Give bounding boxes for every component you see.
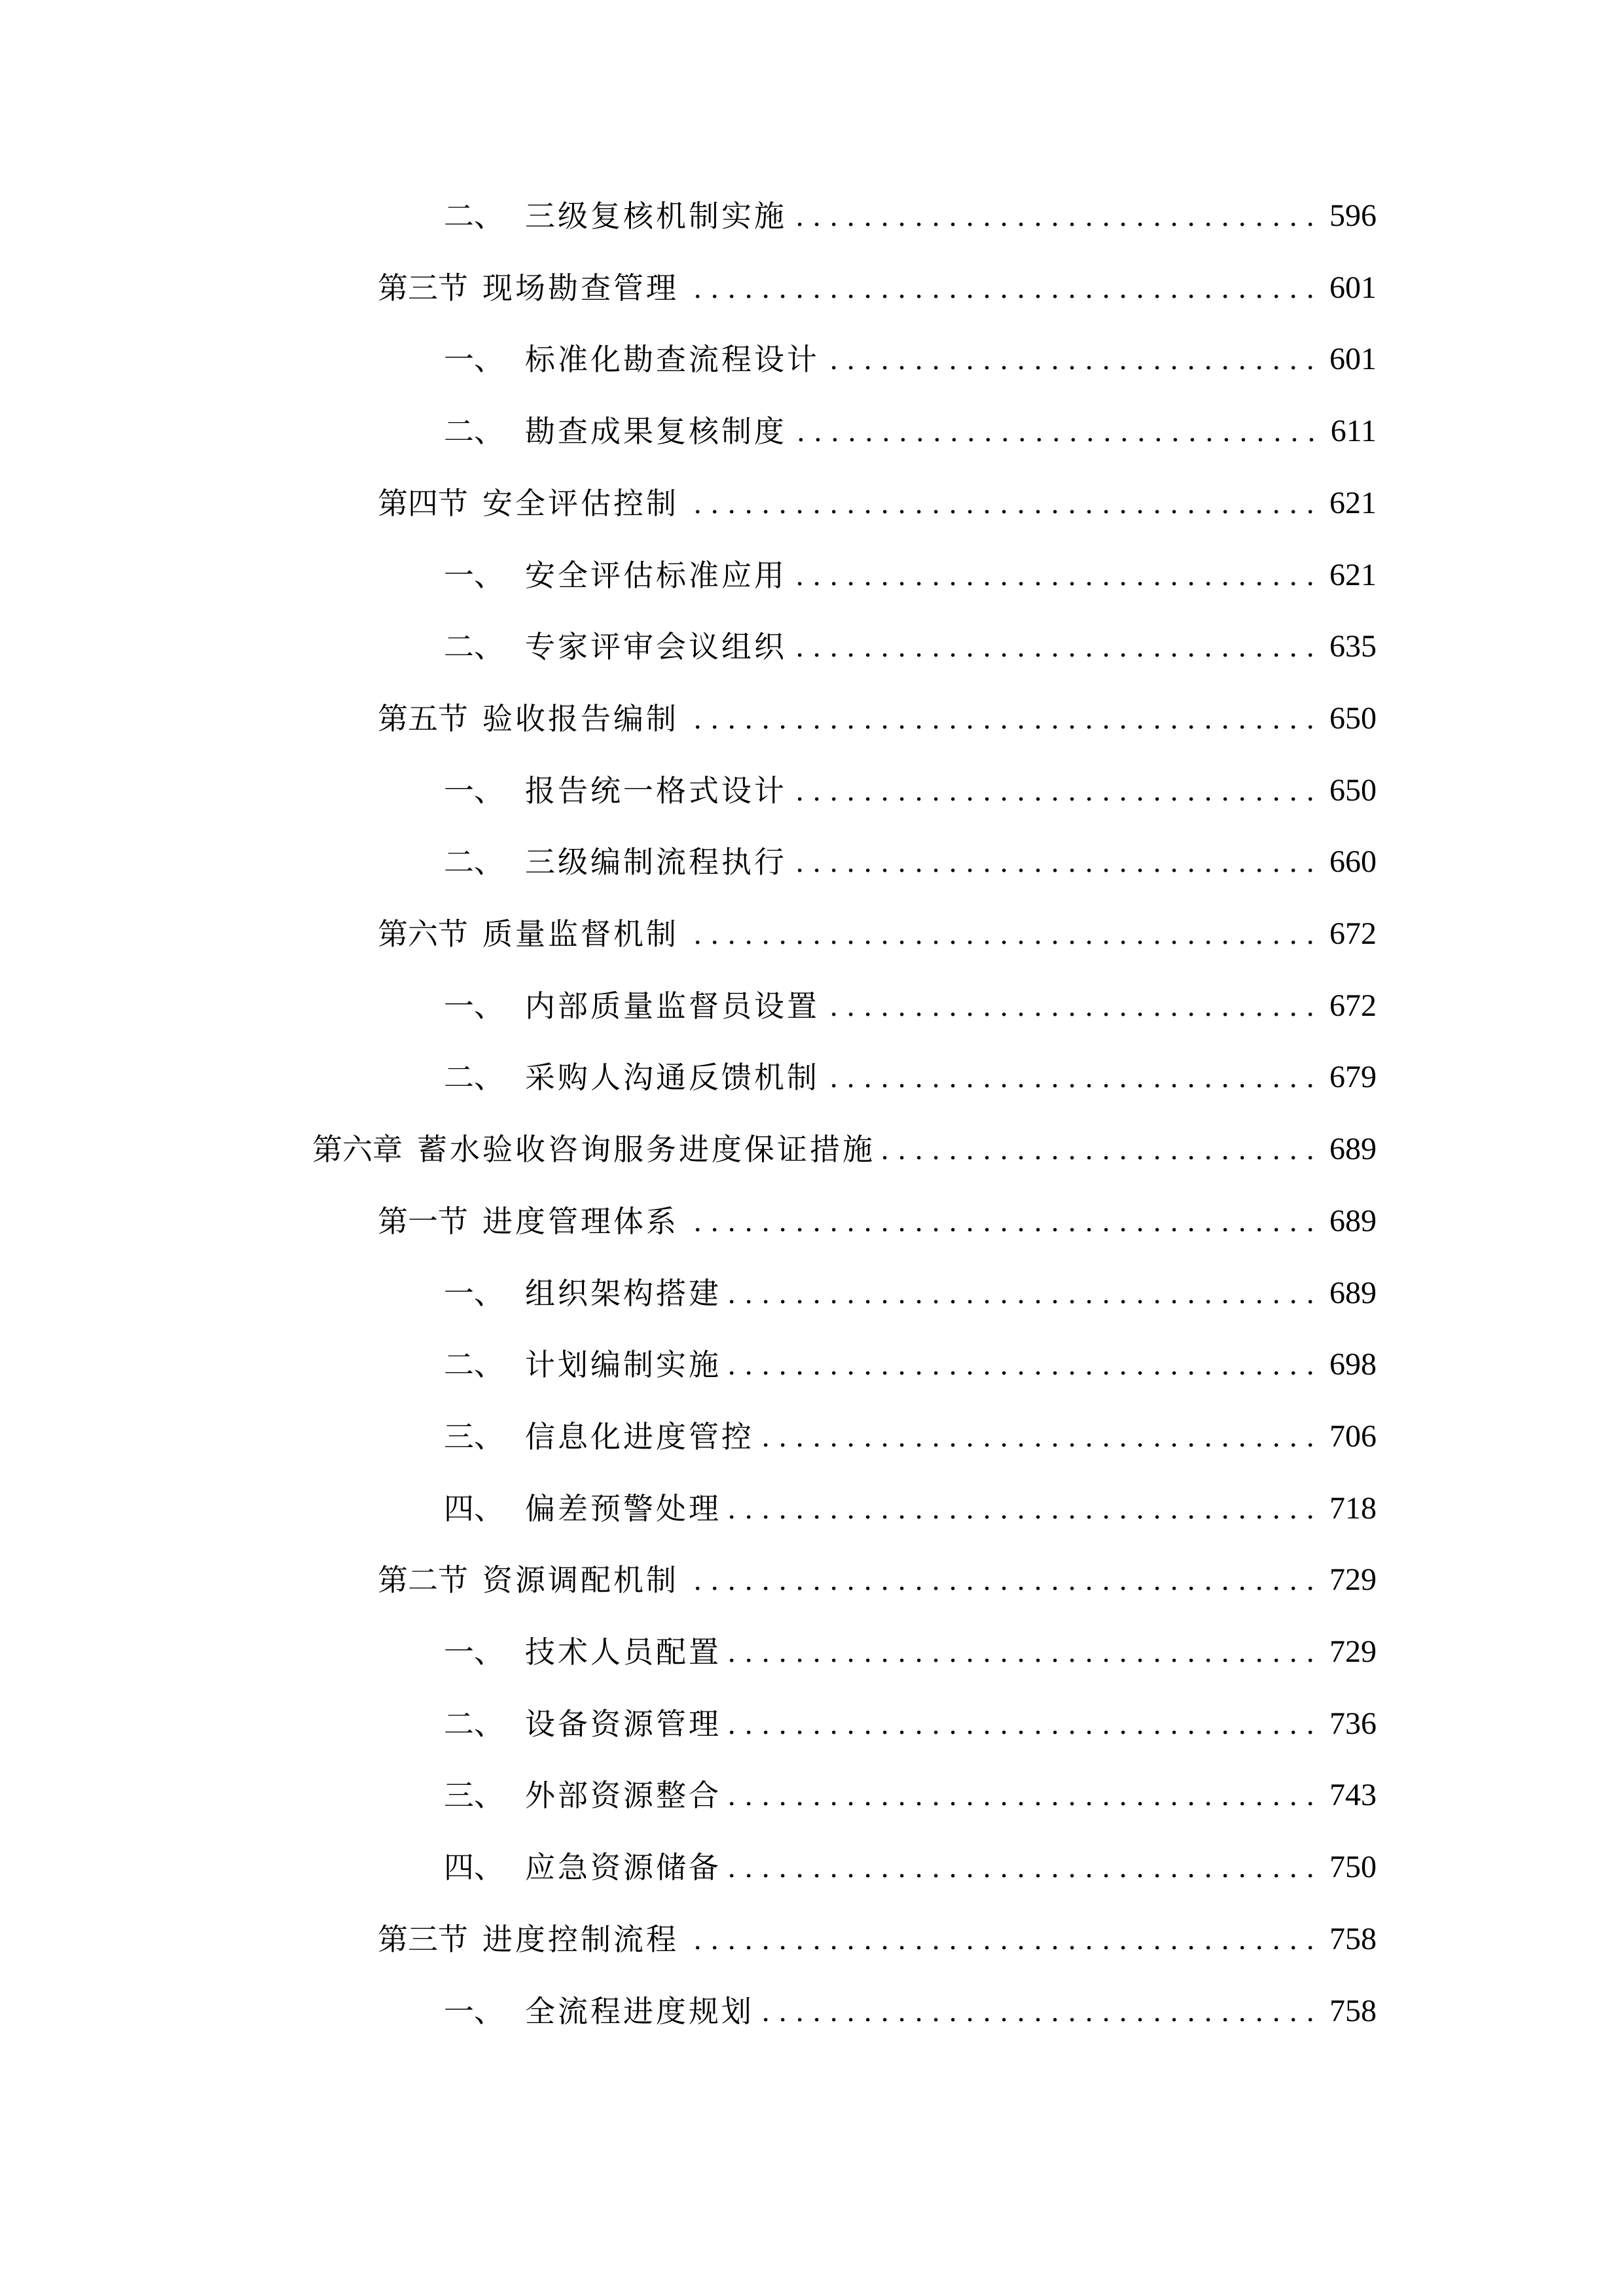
toc-entry-number: 二、 (444, 1347, 504, 1383)
toc-entry-page: 650 (1329, 772, 1377, 808)
toc-entry-page: 635 (1329, 629, 1377, 664)
toc-entry[interactable] (378, 914, 1377, 954)
dot-leader (727, 1632, 1315, 1672)
dot-leader (792, 627, 1315, 666)
toc-entry[interactable] (378, 1202, 1377, 1241)
toc-entry[interactable] (444, 1058, 1377, 1097)
toc-entry[interactable] (444, 1345, 1377, 1384)
toc-entry-number: 一、 (444, 557, 504, 593)
dot-leader (727, 1274, 1315, 1313)
toc-entry-number: 二、 (444, 1060, 504, 1096)
toc-entry-number: 第二节 (378, 1562, 468, 1598)
toc-entry[interactable] (444, 1992, 1377, 2031)
toc-entry-page: 672 (1329, 988, 1377, 1023)
toc-entry-page: 689 (1329, 1275, 1377, 1310)
toc-entry-title: 技术人员配置 (525, 1634, 721, 1670)
toc-entry-title: 偏差预警处理 (525, 1490, 721, 1526)
toc-entry-title: 信息化进度管控 (525, 1418, 754, 1454)
toc-entry[interactable] (378, 484, 1377, 523)
dot-leader (825, 1058, 1315, 1097)
toc-entry-page: 698 (1329, 1347, 1377, 1382)
toc-entry-number: 二、 (444, 414, 504, 450)
toc-entry-page: 736 (1329, 1706, 1377, 1741)
toc-entry[interactable] (444, 1776, 1377, 1815)
toc-entry-page: 672 (1329, 916, 1377, 951)
toc-entry-title: 勘查成果复核制度 (525, 414, 787, 450)
toc-entry-number: 一、 (444, 1634, 504, 1670)
toc-entry-number: 一、 (444, 988, 504, 1024)
toc-entry-number: 一、 (444, 1993, 504, 2029)
toc-entry-number: 四、 (444, 1850, 504, 1886)
toc-entry[interactable] (444, 842, 1377, 882)
dot-leader (684, 1202, 1315, 1241)
toc-entry-number: 第三节 (378, 270, 468, 306)
dot-leader (792, 196, 1315, 236)
toc-entry-title: 验收报告编制 (482, 700, 679, 736)
toc-entry-page: 621 (1329, 485, 1377, 520)
toc-entry-number: 一、 (444, 342, 504, 378)
toc-entry-title: 进度控制流程 (482, 1921, 679, 1957)
toc-entry-title: 安全评估控制 (482, 485, 679, 521)
toc-entry-number: 二、 (444, 198, 504, 234)
dot-leader (727, 1345, 1315, 1384)
toc-entry-number: 第六节 (378, 916, 468, 952)
toc-entry-page: 758 (1329, 1921, 1377, 1956)
toc-entry[interactable] (444, 1848, 1377, 1887)
toc-entry-page: 718 (1329, 1490, 1377, 1526)
toc-entry-page: 729 (1329, 1562, 1377, 1598)
toc-entry[interactable] (444, 1632, 1377, 1672)
toc-entry-number: 二、 (444, 629, 504, 665)
toc-entry-title: 进度管理体系 (482, 1203, 679, 1239)
toc-entry[interactable] (378, 699, 1377, 738)
toc-entry[interactable] (378, 1920, 1377, 1959)
toc-entry-page: 729 (1329, 1634, 1377, 1669)
toc-entry[interactable] (444, 1417, 1377, 1456)
toc-entry-page: 689 (1329, 1203, 1377, 1238)
toc-entry[interactable] (444, 412, 1377, 451)
dot-leader (727, 1489, 1315, 1528)
dot-leader (727, 1704, 1315, 1744)
toc-entry-title: 应急资源储备 (525, 1850, 721, 1886)
toc-entry-page: 596 (1329, 198, 1377, 233)
dot-leader (684, 914, 1315, 954)
toc-entry[interactable] (444, 1704, 1377, 1744)
toc-entry-chapter[interactable] (312, 1130, 1377, 1169)
dot-leader (684, 1560, 1315, 1600)
toc-entry-number: 第五节 (378, 700, 468, 736)
toc-entry-number: 第三节 (378, 1921, 468, 1957)
toc-entry-title: 内部质量监督员设置 (525, 988, 820, 1024)
toc-entry-page: 650 (1329, 700, 1377, 736)
toc-entry-page: 679 (1329, 1060, 1377, 1095)
dot-leader (727, 1848, 1315, 1887)
dot-leader (684, 484, 1315, 523)
toc-entry-page: 621 (1329, 557, 1377, 592)
dot-leader (792, 556, 1315, 595)
toc-entry-title: 组织架构搭建 (525, 1275, 721, 1311)
dot-leader (825, 340, 1315, 379)
dot-leader (759, 1992, 1315, 2031)
toc-entry-number: 四、 (444, 1490, 504, 1526)
toc-entry-page: 689 (1329, 1132, 1377, 1167)
toc-entry-number: 第四节 (378, 485, 468, 521)
toc-entry-number: 一、 (444, 772, 504, 808)
toc-entry-title: 三级复核机制实施 (525, 198, 787, 234)
toc-entry-title: 质量监督机制 (482, 916, 679, 952)
dot-leader (880, 1130, 1315, 1169)
toc-entry-title: 安全评估标准应用 (525, 557, 787, 593)
toc-entry-page: 601 (1329, 342, 1377, 377)
toc-entry-page: 706 (1329, 1418, 1377, 1454)
toc-entry[interactable] (444, 986, 1377, 1026)
toc-entry-title: 计划编制实施 (525, 1347, 721, 1383)
dot-leader (684, 268, 1315, 308)
dot-leader (792, 412, 1316, 451)
toc-entry-title: 现场勘查管理 (482, 270, 679, 306)
toc-entry[interactable] (378, 1560, 1377, 1600)
toc-entry-page: 601 (1329, 270, 1377, 305)
toc-entry-number: 二、 (444, 1706, 504, 1742)
toc-entry-number: 第六章 (312, 1132, 403, 1168)
toc-entry-title: 标准化勘查流程设计 (525, 342, 820, 378)
dot-leader (684, 1920, 1315, 1959)
toc-entry-title: 设备资源管理 (525, 1706, 721, 1742)
toc-entry-page: 750 (1329, 1850, 1377, 1885)
dot-leader (792, 771, 1315, 810)
toc-entry-title: 三级编制流程执行 (525, 844, 787, 880)
dot-leader (825, 986, 1315, 1026)
dot-leader (727, 1776, 1315, 1815)
toc-entry-title: 采购人沟通反馈机制 (525, 1060, 820, 1096)
toc-entry[interactable] (444, 556, 1377, 595)
toc-entry-page: 743 (1329, 1778, 1377, 1813)
toc-entry[interactable] (378, 268, 1377, 308)
toc-entry-page: 758 (1329, 1993, 1377, 2028)
toc-entry-number: 三、 (444, 1778, 504, 1814)
toc-entry-title: 外部资源整合 (525, 1778, 721, 1814)
toc-entry-title: 蓄水验收咨询服务进度保证措施 (417, 1132, 875, 1168)
toc-entry-title: 资源调配机制 (482, 1562, 679, 1598)
toc-entry[interactable] (444, 196, 1377, 236)
dot-leader (759, 1417, 1315, 1456)
toc-entry-title: 全流程进度规划 (525, 1993, 754, 2029)
toc-entry-page: 611 (1330, 414, 1377, 449)
dot-leader (792, 842, 1315, 882)
toc-entry-number: 二、 (444, 844, 504, 880)
toc-entry[interactable] (444, 340, 1377, 379)
toc-entry[interactable] (444, 771, 1377, 810)
toc-entry-page: 660 (1329, 844, 1377, 880)
dot-leader (684, 699, 1315, 738)
toc-entry-number: 一、 (444, 1275, 504, 1311)
toc-entry-title: 专家评审会议组织 (525, 629, 787, 665)
toc-entry-number: 第一节 (378, 1203, 468, 1239)
toc-entry[interactable] (444, 627, 1377, 666)
toc-entry[interactable] (444, 1489, 1377, 1528)
toc-entry-number: 三、 (444, 1418, 504, 1454)
toc-entry-title: 报告统一格式设计 (525, 772, 787, 808)
toc-entry[interactable] (444, 1274, 1377, 1313)
